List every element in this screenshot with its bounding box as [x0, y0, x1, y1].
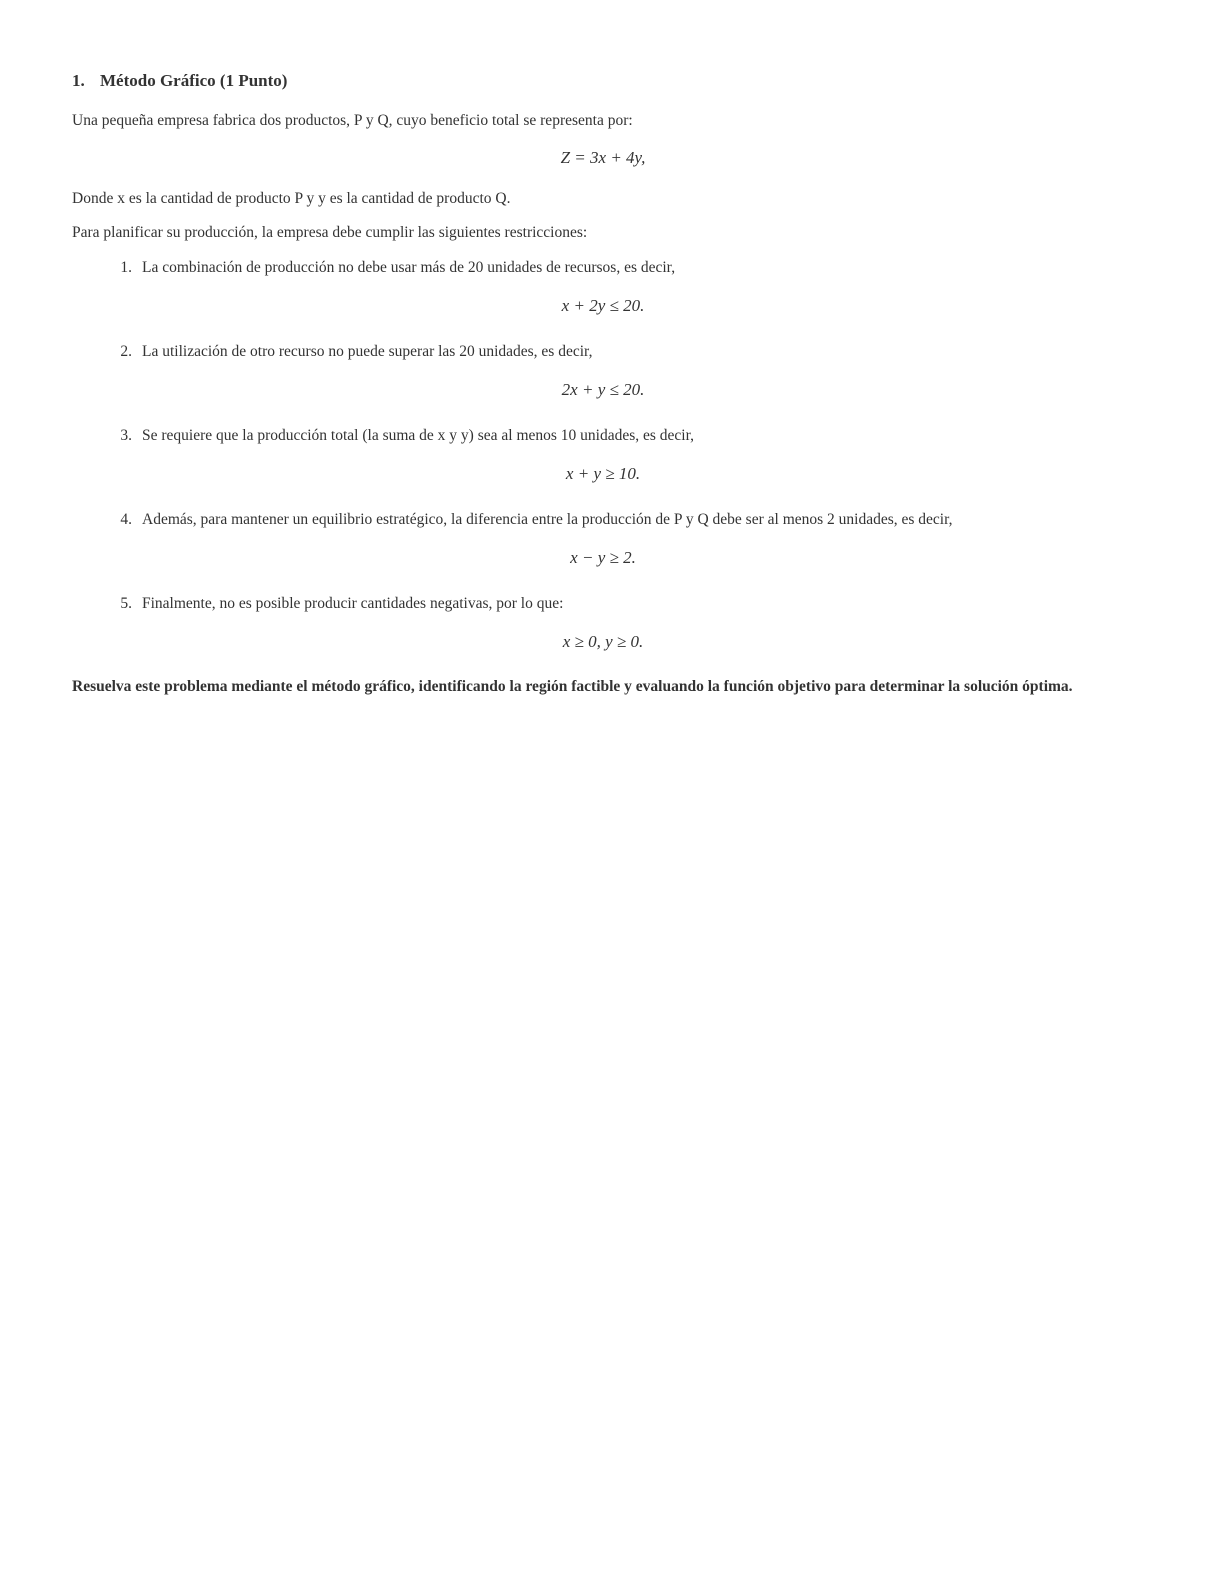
constraint-number: 3. [120, 427, 132, 444]
problem-number: 1. [72, 71, 85, 90]
constraint-item [72, 424, 1134, 486]
constraints-intro: Para planificar su producción, la empresa debe cumplir las siguientes restricciones: [72, 224, 588, 241]
constraint-number: 5. [120, 595, 132, 612]
constraint-text: Se requiere que la producción total (la suma de x y y) sea al menos 10 unidades, es decir, [142, 427, 695, 444]
problem-heading [72, 70, 1134, 92]
constraint-equation: x − y ≥ 2. [570, 548, 636, 567]
constraint-text: Además, para mantener un equilibrio estratégico, la diferencia entre la producción de P y Q debe ser al menos 2 unidades, es decir, [142, 511, 953, 528]
constraint-text: La utilización de otro recurso no puede superar las 20 unidades, es decir, [142, 343, 593, 360]
constraint-number: 2. [120, 343, 132, 360]
constraint-text: Finalmente, no es posible producir cantidades negativas, por lo que: [142, 595, 564, 612]
constraints-list [72, 256, 1134, 654]
constraint-item [72, 592, 1134, 654]
variables-paragraph: Donde x es la cantidad de producto P y y es la cantidad de producto Q. [72, 190, 511, 207]
constraint-equation: 2x + y ≤ 20. [561, 380, 645, 399]
constraint-item [72, 508, 1134, 570]
constraint-equation: x + 2y ≤ 20. [561, 296, 645, 315]
objective-equation: Z = 3x + 4y, [560, 148, 646, 167]
problem-title: Método Gráfico (1 Punto) [100, 71, 288, 90]
closing-paragraph: Resuelva este problema mediante el método gráfico, identificando la región factible y evaluando la función objetivo para determinar la solución óptima. [72, 678, 1073, 695]
constraint-number: 4. [120, 511, 132, 528]
intro-paragraph: Una pequeña empresa fabrica dos productos, P y Q, cuyo beneficio total se representa por: [72, 112, 633, 129]
constraint-text: La combinación de producción no debe usar más de 20 unidades de recursos, es decir, [142, 259, 676, 276]
constraint-equation: x + y ≥ 10. [565, 464, 641, 483]
constraint-item [72, 256, 1134, 318]
document-page [72, 70, 1134, 698]
constraint-item [72, 340, 1134, 402]
constraint-number: 1. [120, 259, 132, 276]
constraint-equation: x ≥ 0, y ≥ 0. [562, 632, 644, 651]
